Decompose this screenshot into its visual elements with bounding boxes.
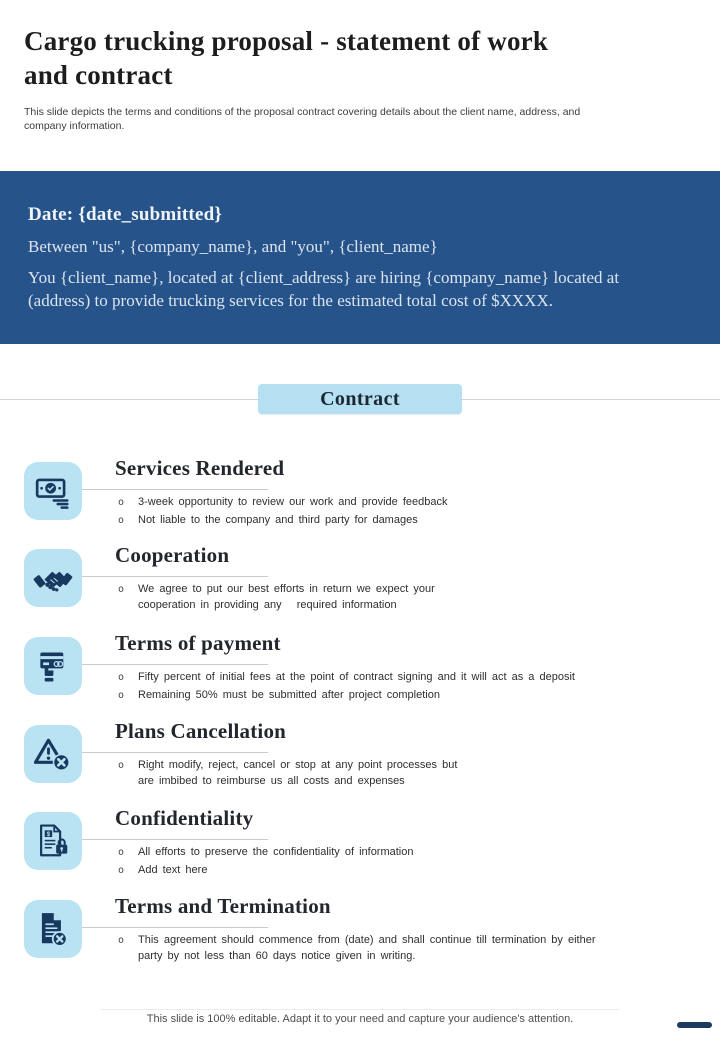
section-bullets <box>118 670 575 706</box>
card-payment-icon <box>24 637 82 695</box>
list-item <box>118 495 448 511</box>
bullet-marker: o <box>118 934 125 946</box>
list-item <box>118 933 596 964</box>
page-subtitle-line-1: This slide depicts the terms and conditions of the proposal contract covering details about the client name, address, and <box>24 106 581 118</box>
section-confidentiality <box>24 806 696 892</box>
section-connector-line <box>82 927 268 928</box>
section-bullets <box>118 845 414 881</box>
parties-line: Between "us", {company_name}, and "you", {client_name} <box>28 237 438 256</box>
section-title: Plans Cancellation <box>115 719 292 744</box>
bullet-marker: o <box>118 864 125 876</box>
section-title: Terms of payment <box>115 631 287 656</box>
handshake-icon <box>24 549 82 607</box>
bullet-text: Fifty percent of initial fees at the point of contract signing and it will act as a deposit <box>138 671 575 683</box>
bullet-text: Not liable to the company and third party for damages <box>138 514 418 526</box>
page-subtitle <box>24 106 696 133</box>
bullet-text: Add text here <box>138 864 208 876</box>
section-title: Confidentiality <box>115 806 259 831</box>
document-lock-icon <box>34 820 72 862</box>
section-title: Services Rendered <box>115 456 290 481</box>
section-cooperation <box>24 543 696 629</box>
footer-note: This slide is 100% editable. Adapt it to your need and capture your audience's attention. <box>146 1013 574 1025</box>
section-connector-line <box>82 489 268 490</box>
document-x-icon <box>34 908 72 950</box>
list-item <box>118 688 575 704</box>
contract-badge: Contract <box>258 384 462 414</box>
list-item <box>118 670 575 686</box>
svg-text:$: $ <box>46 831 51 838</box>
contract-terms-panel <box>0 171 720 344</box>
bullet-text-line: party by not less than 60 days notice given in writing. <box>138 949 416 962</box>
section-terms-and-termination <box>24 894 696 980</box>
bullet-marker: o <box>118 759 125 771</box>
bullet-text-line: We agree to put our best efforts in return we expect your <box>138 583 435 595</box>
section-connector-line <box>82 664 268 665</box>
warning-cancel-icon <box>33 734 73 774</box>
date-submitted-line: Date: {date_submitted} <box>28 204 223 225</box>
money-check-icon <box>24 462 82 520</box>
section-bullets <box>118 582 435 616</box>
card-payment-icon <box>34 646 72 686</box>
bullet-text-line: This agreement should commence from (date) and shall continue till termination by either <box>138 934 596 946</box>
section-bullets <box>118 758 457 792</box>
section-title: Cooperation <box>115 543 235 568</box>
list-item <box>118 845 414 861</box>
section-title: Terms and Termination <box>115 894 337 919</box>
footer-accent-bar <box>677 1022 712 1028</box>
list-item <box>118 582 435 613</box>
money-check-icon <box>33 472 73 510</box>
contract-body-line-2: (address) to provide trucking services for the estimated total cost of $XXXX. <box>28 290 553 310</box>
bullet-marker: o <box>118 583 125 595</box>
list-item <box>118 513 448 529</box>
bullet-marker: o <box>118 846 125 858</box>
bullet-marker: o <box>118 689 125 701</box>
handshake-icon <box>33 560 73 596</box>
bullet-marker: o <box>118 496 125 508</box>
list-item <box>118 758 457 789</box>
bullet-text: 3-week opportunity to review our work and provide feedback <box>138 496 448 508</box>
page-title-line-2: and contract <box>24 60 173 90</box>
document-x-icon <box>24 900 82 958</box>
bullet-marker: o <box>118 671 125 683</box>
contract-body <box>28 267 619 312</box>
bullet-text: All efforts to preserve the confidentiality of information <box>138 846 414 858</box>
page-subtitle-line-2: company information. <box>24 119 125 132</box>
section-terms-of-payment <box>24 631 696 717</box>
footer-divider-line <box>100 1009 620 1010</box>
section-connector-line <box>82 839 268 840</box>
section-services-rendered <box>24 456 696 542</box>
bullet-text-line: Right modify, reject, cancel or stop at any point processes but <box>138 759 458 771</box>
page-title <box>24 24 684 92</box>
warning-cancel-icon <box>24 725 82 783</box>
page-title-line-1: Cargo trucking proposal - statement of work <box>24 26 549 56</box>
bullet-text-line: are imbibed to reimburse us all costs and expenses <box>138 774 405 787</box>
bullet-text-line: cooperation in providing any required information <box>138 598 397 611</box>
section-plans-cancellation <box>24 719 696 805</box>
contract-body-line-1: You {client_name}, located at {client_address} are hiring {company_name} located at <box>28 268 620 287</box>
document-lock-icon <box>24 812 82 870</box>
bullet-text: Remaining 50% must be submitted after project completion <box>138 689 440 701</box>
bullet-marker: o <box>118 514 125 526</box>
list-item <box>118 863 414 879</box>
section-connector-line <box>82 576 268 577</box>
section-bullets <box>118 933 596 967</box>
section-connector-line <box>82 752 268 753</box>
section-bullets <box>118 495 448 531</box>
